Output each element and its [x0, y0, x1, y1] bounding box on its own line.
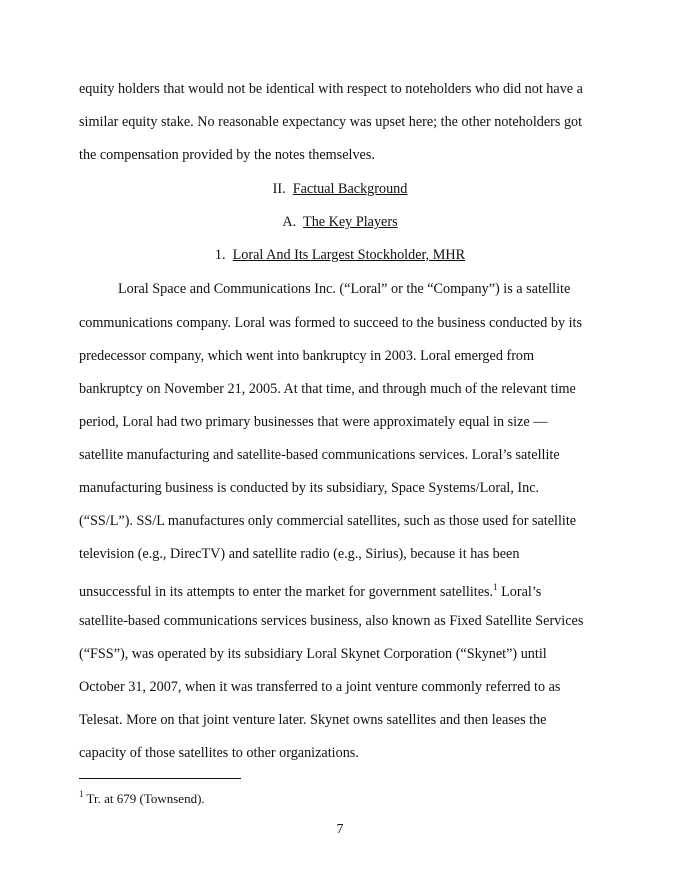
body-line-15: capacity of those satellites to other organizations.	[79, 745, 359, 761]
page-number: 7	[336, 822, 344, 837]
footnote-text: Tr. at 679 (Townsend).	[83, 791, 205, 806]
footnote	[79, 786, 205, 807]
body-line-7: manufacturing business is conducted by its subsidiary, Space Systems/Loral, Inc.	[79, 480, 540, 496]
body-line-6: satellite manufacturing and satellite-based communications services. Loral’s satellite	[79, 447, 560, 463]
subsubsection-heading	[0, 246, 680, 264]
footnote-marker: 1	[79, 789, 84, 799]
body-line-with-footnote	[79, 578, 541, 601]
body-line-2: communications company. Loral was formed to succeed to the business conducted by its	[79, 315, 583, 331]
body-line-12: (“FSS”), was operated by its subsidiary Loral Skynet Corporation (“Skynet”) until	[79, 646, 547, 662]
subsection-number: A.	[282, 214, 297, 230]
section-number: II.	[272, 181, 286, 197]
body-line-9: television (e.g., DirecTV) and satellite radio (e.g., Sirius), because it has been	[79, 546, 520, 562]
body-line-3: predecessor company, which went into bankruptcy in 2003. Loral emerged from	[79, 348, 535, 364]
intro-line-3: the compensation provided by the notes themselves.	[79, 147, 375, 163]
intro-line-2: similar equity stake. No reasonable expectancy was upset here; the other noteholders got	[79, 114, 583, 130]
subsection-title: The Key Players	[303, 214, 398, 230]
subsubsection-title: Loral And Its Largest Stockholder, MHR	[232, 247, 466, 263]
subsection-heading	[0, 213, 680, 231]
footnote-line-after: Loral’s	[497, 584, 542, 600]
body-line-5: period, Loral had two primary businesses that were approximately equal in size —	[79, 414, 548, 430]
body-line-11: satellite-based communications services business, also known as Fixed Satellite Services	[79, 613, 584, 629]
footnote-reference[interactable]: 1	[493, 582, 498, 592]
footnote-separator	[79, 778, 241, 779]
body-line-13: October 31, 2007, when it was transferred to a joint venture commonly referred to as	[79, 679, 561, 695]
body-line-8: (“SS/L”). SS/L manufactures only commercial satellites, such as those used for satellite	[79, 513, 577, 529]
section-heading	[0, 180, 680, 198]
body-line-14: Telesat. More on that joint venture later. Skynet owns satellites and then leases the	[79, 712, 547, 728]
body-line-1: Loral Space and Communications Inc. (“Loral” or the “Company”) is a satellite	[118, 281, 571, 297]
section-title: Factual Background	[292, 181, 408, 197]
footnote-line-before: unsuccessful in its attempts to enter the market for government satellites.	[79, 584, 494, 600]
intro-line-1: equity holders that would not be identical with respect to noteholders who did not have a	[79, 81, 583, 97]
body-line-4: bankruptcy on November 21, 2005. At that time, and through much of the relevant time	[79, 381, 576, 397]
subsubsection-number: 1.	[214, 247, 226, 263]
